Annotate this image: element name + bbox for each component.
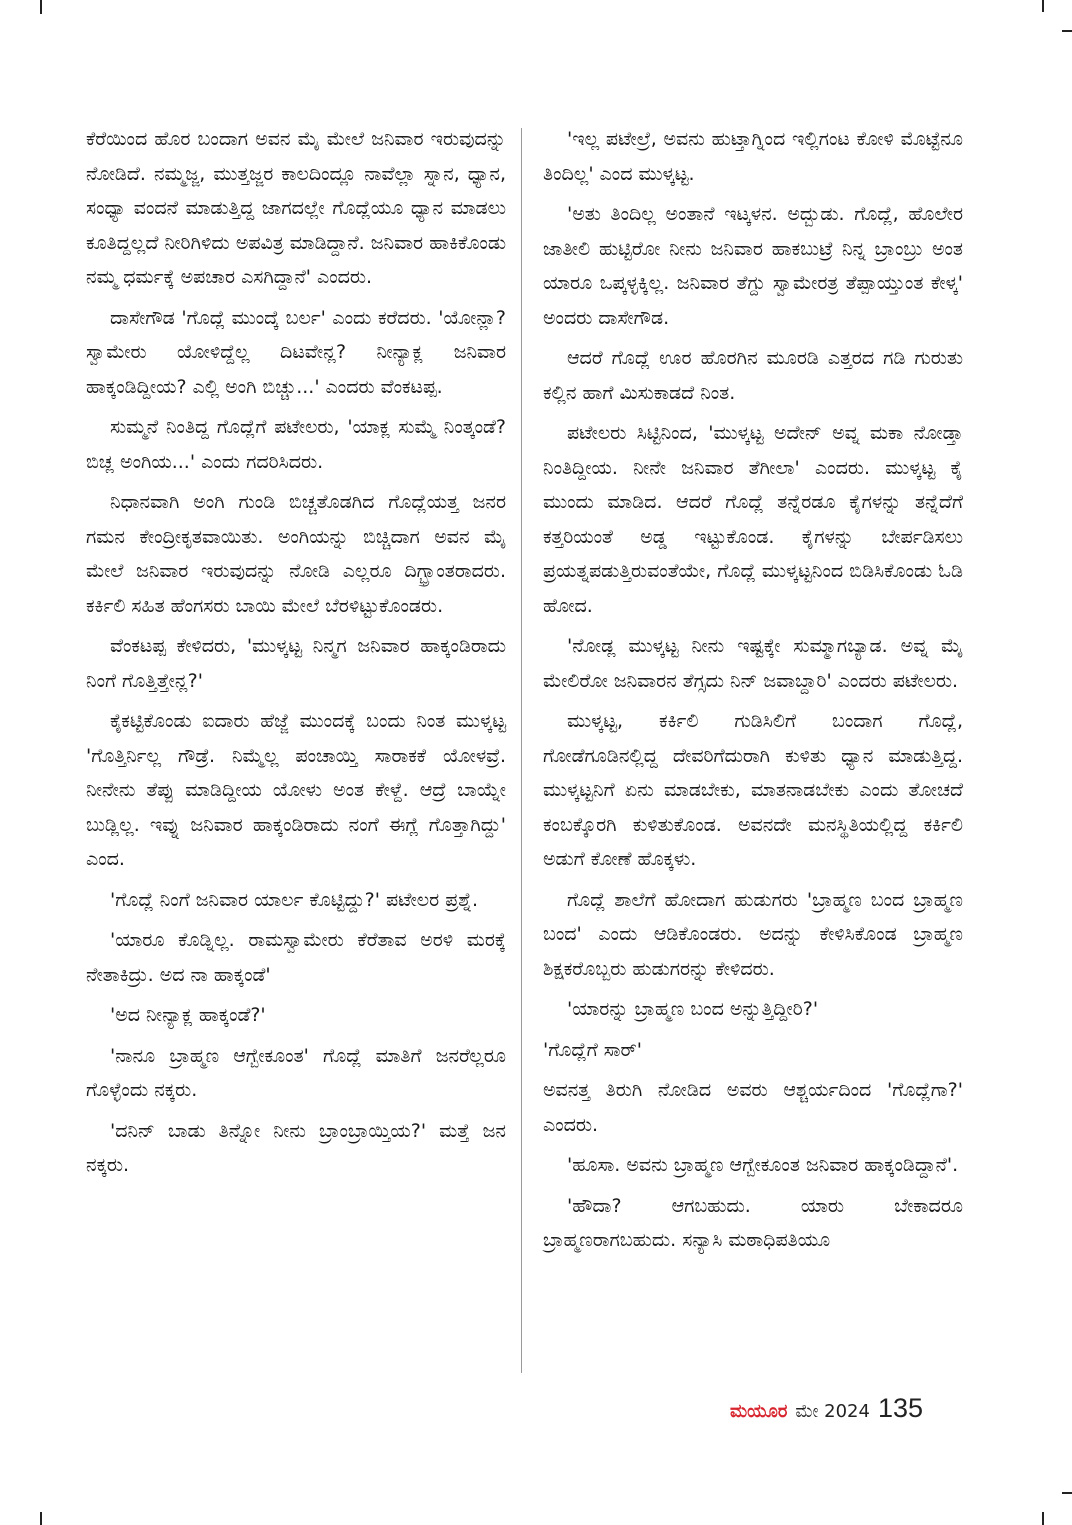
paragraph: ನಿಧಾನವಾಗಿ ಅಂಗಿ ಗುಂಡಿ ಬಿಚ್ಚತೊಡಗಿದ ಗೊದ್ಲೆಯತ್ತ ಜನರ ಗಮನ ಕೇಂದ್ರೀಕೃತವಾಯಿತು. ಅಂಗಿಯನ್ನು ಬಿಚ್ಚಿದಾಗ ಅವನ ಮೈ ಮೇಲೆ ಜನಿವಾರ ಇರುವುದನ್ನು ನೋಡಿ ಎಲ್ಲರೂ ದಿಗ್ಭ್ರಾಂತರಾದರು. ಕರ್ಕಿಲಿ ಸಹಿತ ಹೆಂಗಸರು ಬಾಯಿ ಮೇಲೆ ಬೆರಳಿಟ್ಟುಕೊಂಡರು. [86, 491, 506, 617]
paragraph: 'ಇಲ್ಲ ಪಟೇಲ್ರೆ, ಅವನು ಹುಟ್ತಾಗ್ನಿಂದ ಇಲ್ಲಿಗಂಟ ಕೋಳಿ ಮೊಟ್ಟೆನೂ ತಿಂದಿಲ್ಲ' ಎಂದ ಮುಳ್ಕಟ್ಟ. [543, 128, 963, 185]
paragraph: ದಾಸೇಗೌಡ 'ಗೊದ್ಲೆ ಮುಂದ್ಕೆ ಬರ್ಲ' ಎಂದು ಕರೆದರು. 'ಯೋನ್ಲಾ? ಸ್ವಾಮೇರು ಯೋಳಿದ್ದೆಲ್ಲ ದಿಟವೇನ್ಲ? ನೀನ್ಯಾಕ್ಲ ಜನಿವಾರ ಹಾಕ್ಕಂಡಿದ್ದೀಯ? ಎಲ್ಲಿ ಅಂಗಿ ಬಿಚ್ಚು...' ಎಂದರು ವೆಂಕಟಪ್ಪ. [86, 306, 506, 398]
column-divider [521, 128, 522, 1373]
paragraph: 'ಯಾರೂ ಕೊಡ್ನಿಲ್ಲ. ರಾಮಸ್ವಾಮೇರು ಕೆರೆತಾವ ಅರಳಿ ಮರಕ್ಕೆ ನೇತಾಕಿದ್ರು. ಅದ ನಾ ಹಾಕ್ಕಂಡೆ' [86, 929, 506, 986]
paragraph: 'ದನಿನ್ ಬಾಡು ತಿನ್ನೋ ನೀನು ಬ್ರಾಂಬ್ರಾಯ್ತಿಯ?' ಮತ್ತೆ ಜನ ನಕ್ಕರು. [86, 1119, 506, 1176]
paragraph: 'ಗೊದ್ಲೆಗೆ ಸಾರ್' [543, 1038, 642, 1061]
crop-mark-right-upper [1062, 30, 1072, 32]
issue-date: ಮೇ 2024 [795, 1401, 870, 1422]
paragraph: ವೆಂಕಟಪ್ಪ ಕೇಳಿದರು, 'ಮುಳ್ಕಟ್ಟ ನಿನ್ಮಗ ಜನಿವಾರ ಹಾಕ್ಕಂಡಿರಾದು ನಿಂಗೆ ಗೊತ್ತಿತ್ತೇನ್ಲ?' [86, 635, 506, 692]
paragraph: 'ಅದ ನೀನ್ಯಾಕ್ಲ ಹಾಕ್ಕಂಡೆ?' [110, 1004, 266, 1026]
crop-mark-bottom-right [1042, 1512, 1044, 1525]
crop-mark-right-lower [1062, 1492, 1072, 1494]
paragraph: 'ಗೊದ್ಲೆ ನಿಂಗೆ ಜನಿವಾರ ಯಾರ್ಲ ಕೊಟ್ಟಿದ್ದು?' ಪಟೇಲರ ಪ್ರಶ್ನೆ. [110, 888, 479, 911]
paragraph: 'ನಾನೂ ಬ್ರಾಹ್ಮಣ ಆಗ್ಬೇಕೂಂತ' ಗೊದ್ಲೆ ಮಾತಿಗೆ ಜನರೆಲ್ಲರೂ ಗೊಳ್ಳೆಂದು ನಕ್ಕರು. [86, 1044, 506, 1101]
paragraph: 'ನೋಡ್ಲ ಮುಳ್ಕಟ್ಟ ನೀನು ಇಷ್ಟಕ್ಕೇ ಸುಮ್ಮಾಗಬ್ಯಾಡ. ಅವ್ನ ಮೈ ಮೇಲಿರೋ ಜನಿವಾರನ ತೆಗ್ಸದು ನಿನ್ ಜವಾಬ್ದಾರಿ' ಎಂದರು ಪಟೇಲರು. [543, 635, 963, 692]
crop-mark-top-right [1042, 0, 1044, 12]
paragraph: ಅವನತ್ತ ತಿರುಗಿ ನೋಡಿದ ಅವರು ಆಶ್ಚರ್ಯದಿಂದ 'ಗೊದ್ಲೆಗಾ?' ಎಂದರು. [543, 1079, 963, 1136]
paragraph: 'ಯಾರನ್ನು ಬ್ರಾಹ್ಮಣ ಬಂದ ಅನ್ನುತ್ತಿದ್ದೀರಿ?' [567, 998, 819, 1020]
paragraph: ಕೈಕಟ್ಟಿಕೊಂಡು ಐದಾರು ಹೆಜ್ಜೆ ಮುಂದಕ್ಕೆ ಬಂದು ನಿಂತ ಮುಳ್ಕಟ್ಟ 'ಗೊತ್ತಿರ್ನಿಲ್ಲ ಗೌಡ್ರೆ. ನಿಮ್ಮೆಲ್ಲ ಪಂಚಾಯ್ತಿ ಸಾರಾಕಕೆ ಯೋಳವ್ರೆ. ನೀನೇನು ತೆಪ್ಪು ಮಾಡಿದ್ದೀಯ ಯೋಳು ಅಂತ ಕೇಳ್ದೆ. ಆದ್ರೆ ಬಾಯ್ನೇ ಬುಡ್ಲಿಲ್ಲ. ಇವ್ನು ಜನಿವಾರ ಹಾಕ್ಕಂಡಿರಾದು ನಂಗೆ ಈಗ್ಲೆ ಗೊತ್ತಾಗಿದ್ದು' ಎಂದ. [86, 710, 506, 870]
paragraph: ಮುಳ್ಕಟ್ಟ, ಕರ್ಕಿಲಿ ಗುಡಿಸಿಲಿಗೆ ಬಂದಾಗ ಗೊದ್ಲೆ, ಗೋಡೆಗೂಡಿನಲ್ಲಿದ್ದ ದೇವರಿಗೆದುರಾಗಿ ಕುಳಿತು ಧ್ಯಾನ ಮಾಡುತ್ತಿದ್ದ. ಮುಳ್ಕಟ್ಟನಿಗೆ ಏನು ಮಾಡಬೇಕು, ಮಾತನಾಡಬೇಕು ಎಂದು ತೋಚದೆ ಕಂಬಕ್ಕೊರಗಿ ಕುಳಿತುಕೊಂಡ. ಅವನದೇ ಮನಸ್ಥಿತಿಯಲ್ಲಿದ್ದ ಕರ್ಕಿಲಿ ಅಡುಗೆ ಕೋಣೆ ಹೊಕ್ಕಳು. [543, 710, 963, 870]
paragraph: 'ಅತು ತಿಂದಿಲ್ಲ ಅಂತಾನೆ ಇಟ್ಕಳನ. ಅದ್ಬುಡು. ಗೊದ್ಲೆ, ಹೊಲೇರ ಜಾತೀಲಿ ಹುಟ್ಟಿರೋ ನೀನು ಜನಿವಾರ ಹಾಕಬುಟ್ರೆ ನಿನ್ನ ಬ್ರಾಂಬ್ರು ಅಂತ ಯಾರೂ ಒಪ್ಕಳ್ಳಕ್ಕಿಲ್ಲ. ಜನಿವಾರ ತೆಗ್ದು ಸ್ವಾಮೇರತ್ರ ತೆಪ್ಪಾಯ್ತುಂತ ಕೇಳ್ಕ' ಅಂದರು ದಾಸೇಗೌಡ. [543, 203, 963, 329]
magazine-logo: ಮಯೂರ [730, 1401, 788, 1422]
paragraph: ಆದರೆ ಗೊದ್ಲೆ ಊರ ಹೊರಗಿನ ಮೂರಡಿ ಎತ್ತರದ ಗಡಿ ಗುರುತು ಕಲ್ಲಿನ ಹಾಗೆ ಮಿಸುಕಾಡದೆ ನಿಂತ. [543, 347, 963, 404]
paragraph: ಸುಮ್ಮನೆ ನಿಂತಿದ್ದ ಗೊದ್ಲೆಗೆ ಪಟೇಲರು, 'ಯಾಕ್ಲ ಸುಮ್ಮೆ ನಿಂತ್ಕಂಡೆ? ಬಿಚ್ಲ ಅಂಗಿಯ...' ಎಂದು ಗದರಿಸಿದರು. [86, 416, 506, 473]
crop-mark-bottom-left [40, 1512, 42, 1525]
crop-mark-top-left [40, 0, 42, 14]
paragraph: ಕೆರೆಯಿಂದ ಹೊರ ಬಂದಾಗ ಅವನ ಮೈ ಮೇಲೆ ಜನಿವಾರ ಇರುವುದನ್ನು ನೋಡಿದೆ. ನಮ್ಮಜ್ಜ, ಮುತ್ತಜ್ಜರ ಕಾಲದಿಂದ್ಲೂ ನಾವೆಲ್ಲಾ ಸ್ನಾನ, ಧ್ಯಾನ, ಸಂಧ್ಯಾ ವಂದನೆ ಮಾಡುತ್ತಿದ್ದ ಜಾಗದಲ್ಲೇ ಗೊದ್ಲೆಯೂ ಧ್ಯಾನ ಮಾಡಲು ಕೂತಿದ್ದಲ್ಲದೆ ನೀರಿಗಿಳಿದು ಅಪವಿತ್ರ ಮಾಡಿದ್ದಾನೆ. ಜನಿವಾರ ಹಾಕಿಕೊಂಡು ನಮ್ಮ ಧರ್ಮಕ್ಕೆ ಅಪಚಾರ ಎಸಗಿದ್ದಾನೆ' ಎಂದರು. [86, 128, 506, 288]
page-footer [730, 1393, 923, 1433]
left-text-column [86, 122, 506, 1189]
right-text-column [543, 122, 963, 1264]
paragraph: ಪಟೇಲರು ಸಿಟ್ಟಿನಿಂದ, 'ಮುಳ್ಕಟ್ಟ ಅದೇನ್ ಅವ್ನ ಮಕಾ ನೋಡ್ತಾ ನಿಂತಿದ್ದೀಯ. ನೀನೇ ಜನಿವಾರ ತೆಗೀಲಾ' ಎಂದರು. ಮುಳ್ಕಟ್ಟ ಕೈ ಮುಂದು ಮಾಡಿದ. ಆದರೆ ಗೊದ್ಲೆ ತನ್ನೆರಡೂ ಕೈಗಳನ್ನು ತನ್ನೆದೆಗೆ ಕತ್ತರಿಯಂತೆ ಅಡ್ಡ ಇಟ್ಟುಕೊಂಡ. ಕೈಗಳನ್ನು ಬೇರ್ಪಡಿಸಲು ಪ್ರಯತ್ನಪಡುತ್ತಿರುವಂತೆಯೇ, ಗೊದ್ಲೆ ಮುಳ್ಕಟ್ಟನಿಂದ ಬಿಡಿಸಿಕೊಂಡು ಓಡಿ ಹೋದ. [543, 422, 963, 617]
paragraph: 'ಹೌದಾ? ಆಗಬಹುದು. ಯಾರು ಬೇಕಾದರೂ ಬ್ರಾಹ್ಮಣರಾಗಬಹುದು. ಸನ್ಯಾಸಿ ಮಠಾಧಿಪತಿಯೂ [543, 1194, 963, 1251]
page-number: 135 [877, 1393, 924, 1423]
paragraph: 'ಹೂಸಾ. ಅವನು ಬ್ರಾಹ್ಮಣ ಆಗ್ಬೇಕೂಂತ ಜನಿವಾರ ಹಾಕ್ಕಂಡಿದ್ದಾನೆ'. [567, 1154, 959, 1176]
paragraph: ಗೊದ್ಲೆ ಶಾಲೆಗೆ ಹೋದಾಗ ಹುಡುಗರು 'ಬ್ರಾಹ್ಮಣ ಬಂದ ಬ್ರಾಹ್ಮಣ ಬಂದ' ಎಂದು ಆಡಿಕೊಂಡರು. ಅದನ್ನು ಕೇಳಿಸಿಕೊಂಡ ಬ್ರಾಹ್ಮಣ ಶಿಕ್ಷಕರೊಬ್ಬರು ಹುಡುಗರನ್ನು ಕೇಳಿದರು. [543, 888, 963, 980]
